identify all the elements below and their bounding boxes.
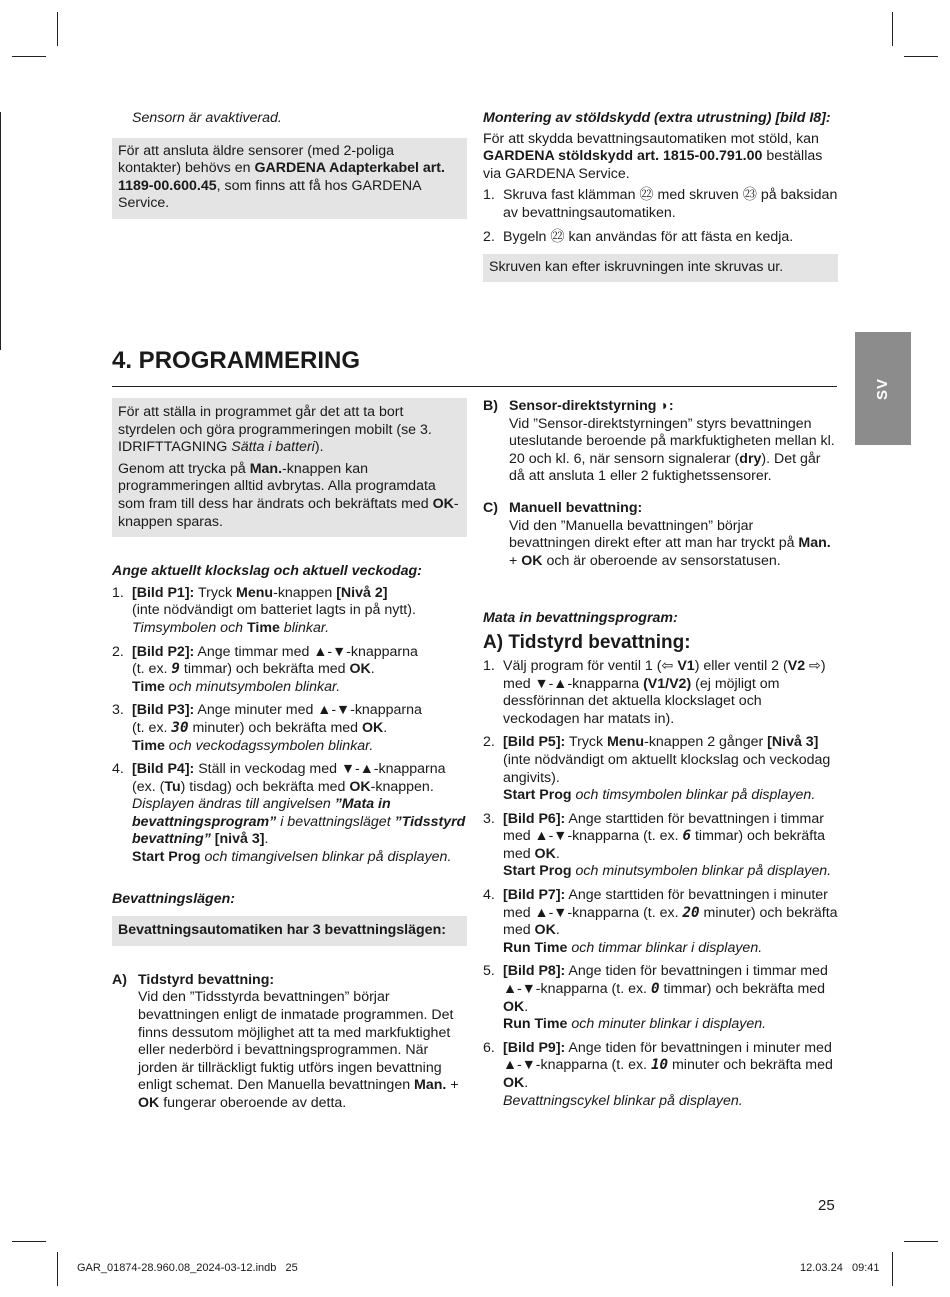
modes-box: Bevattningsautomatiken har 3 bevattningslägen: (112, 916, 467, 946)
adapter-note-box: För att ansluta äldre sensorer (med 2-poliga kontakter) behövs en GARDENA Adapterkabel art. 1189-00.600.45, som finns att få hos GARDENA Service. (112, 138, 467, 219)
section-rule (112, 386, 837, 387)
footer-date: 12.03.24 09:41 (800, 1262, 880, 1274)
right-main-column (483, 398, 838, 1116)
page-edge-line (0, 112, 1, 350)
list-item: 2. Bygeln ㉒ kan användas för att fästa en kedja. (483, 228, 794, 245)
screw-note-box: Skruven kan efter iskruvningen inte skruvas ur. (483, 254, 838, 282)
page-number: 25 (818, 1197, 835, 1214)
list-item: 5. [Bild P8]: Ange tiden för bevattningen i timmar med ▲-▼-knapparna (t. ex. 0 timmar) och bekräfta med OK. Run Time och minuter blinkar i displayen. (483, 963, 828, 1033)
modes-heading: Bevattningslägen: (112, 890, 235, 907)
section-title: 4. PROGRAMMERING (112, 347, 361, 374)
crop-mark (57, 1252, 58, 1286)
intro-box: För att ställa in programmet går det att ta bort styrdelen och göra programmeringen mobilt (se 3. IDRIFTTAGNING Sätta i batteri). Genom att trycka på Man.-knappen kan programmeringen alltid avbrytas. Alla programdata som fram till dess har ändrats och bekräftats med OK-knappen sparas. (112, 398, 467, 537)
crop-mark (57, 12, 58, 46)
crop-mark (892, 1252, 893, 1286)
crop-mark (892, 12, 893, 46)
footer-file: GAR_01874-28.960.08_2024-03-12.indb 25 (77, 1262, 298, 1274)
program-subheading: A) Tidstyrd bevattning: (483, 631, 691, 653)
crop-mark (904, 1241, 938, 1242)
mode-b: B) Sensor-direktstyrning ◗: Vid ”Sensor-direktstyrningen” styrs bevattningen uteslutande beroende på markfuktigheten mellan kl. 20 och kl. 6, när sensorn signalerar (dry). Det går då att ansluta 1 eller 2 fuktighetssensorer. (483, 398, 835, 485)
mode-c: C) Manuell bevattning: Vid den ”Manuella bevattningen” börjar bevattningen direkt efter att man har tryckt på Man. + OK och är oberoende av sensorstatusen. (483, 499, 831, 569)
list-item: 4. [Bild P4]: Ställ in veckodag med ▼-▲-knapparna (ex. (Tu) tisdag) och bekräfta med OK-knappen. Displayen ändras till angivelsen ”Mata in bevattningsprogram” i bevattningsläget ”Tidsstyrd bevattning” [nivå 3]. Start Prog och timangivelsen blinkar på displayen. (112, 761, 466, 866)
crop-mark (12, 56, 46, 57)
crop-mark (12, 1241, 46, 1242)
crop-mark (904, 56, 938, 57)
anti-theft-intro: För att skydda bevattningsautomatiken mot stöld, kan GARDENA stöldskydd art. 1815-00.791.00 beställas via GARDENA Service. (483, 130, 823, 182)
list-item: 3. [Bild P3]: Ange minuter med ▲-▼-knapparna (t. ex. 30 minuter) och bekräfta med OK. Time och veckodagssymbolen blinkar. (112, 702, 422, 754)
program-heading: Mata in bevattningsprogram: (483, 610, 678, 627)
language-tab: SV (855, 332, 911, 445)
list-item: 2. [Bild P5]: Tryck Menu-knappen 2 gånger [Nivå 3] (inte nödvändigt om aktuellt klockslag och veckodag angivits). Start Prog och timsymbolen blinkar på displayen. (483, 734, 831, 804)
list-item: 1. [Bild P1]: Tryck Menu-knappen [Nivå 2] (inte nödvändigt om batteriet lagts in på nytt). Timsymbolen och Time blinkar. (112, 584, 416, 636)
list-item: 3. [Bild P6]: Ange starttiden för bevattningen i timmar med ▲-▼-knapparna (t. ex. 6 timmar) och bekräfta med OK. Start Prog och minutsymbolen blinkar på displayen. (483, 810, 832, 880)
list-item: 1. Skruva fast klämman ㉒ med skruven ㉓ på baksidan av bevattningsautomatiken. (483, 187, 838, 221)
right-top-column (483, 110, 838, 282)
sensor-off-text: Sensorn är avaktiverad. (132, 110, 282, 126)
clock-heading: Ange aktuellt klockslag och aktuell veckodag: (112, 563, 422, 580)
list-item: 2. [Bild P2]: Ange timmar med ▲-▼-knapparna (t. ex. 9 timmar) och bekräfta med OK. Time och minutsymbolen blinkar. (112, 643, 418, 695)
left-main-column (112, 398, 467, 1113)
mode-a: A) Tidstyrd bevattning: Vid den ”Tidsstyrda bevattningen” börjar bevattningen enligt de inmatade programmen. Det finns dessutom möjlighet att ta med markfuktighet eller nederbörd i bevattningsprogrammen. När jorden är tillräckligt fuktig utförs ingen bevattning enligt schemat. Den Manuella bevattningen Man. + OK fungerar oberoende av detta. (112, 971, 459, 1111)
left-top-column (112, 110, 467, 219)
list-item: 6. [Bild P9]: Ange tiden för bevattningen i minuter med ▲-▼-knapparna (t. ex. 10 minuter och bekräfta med OK. Bevattningscykel blinkar på displayen. (483, 1039, 833, 1109)
anti-theft-heading: Montering av stöldskydd (extra utrustning) [bild I8]: (483, 110, 831, 126)
list-item: 4. [Bild P7]: Ange starttiden för bevattningen i minuter med ▲-▼-knapparna (t. ex. 20 minuter) och bekräfta med OK. Run Time och timmar blinkar i displayen. (483, 887, 838, 956)
list-item: 1. Välj program för ventil 1 (⇦ V1) eller ventil 2 (V2 ⇨) med ▼-▲-knapparna (V1/V2) (ej möjligt om dessförinnan det aktuella klockslaget och veckodagen har matats in). (483, 657, 826, 727)
